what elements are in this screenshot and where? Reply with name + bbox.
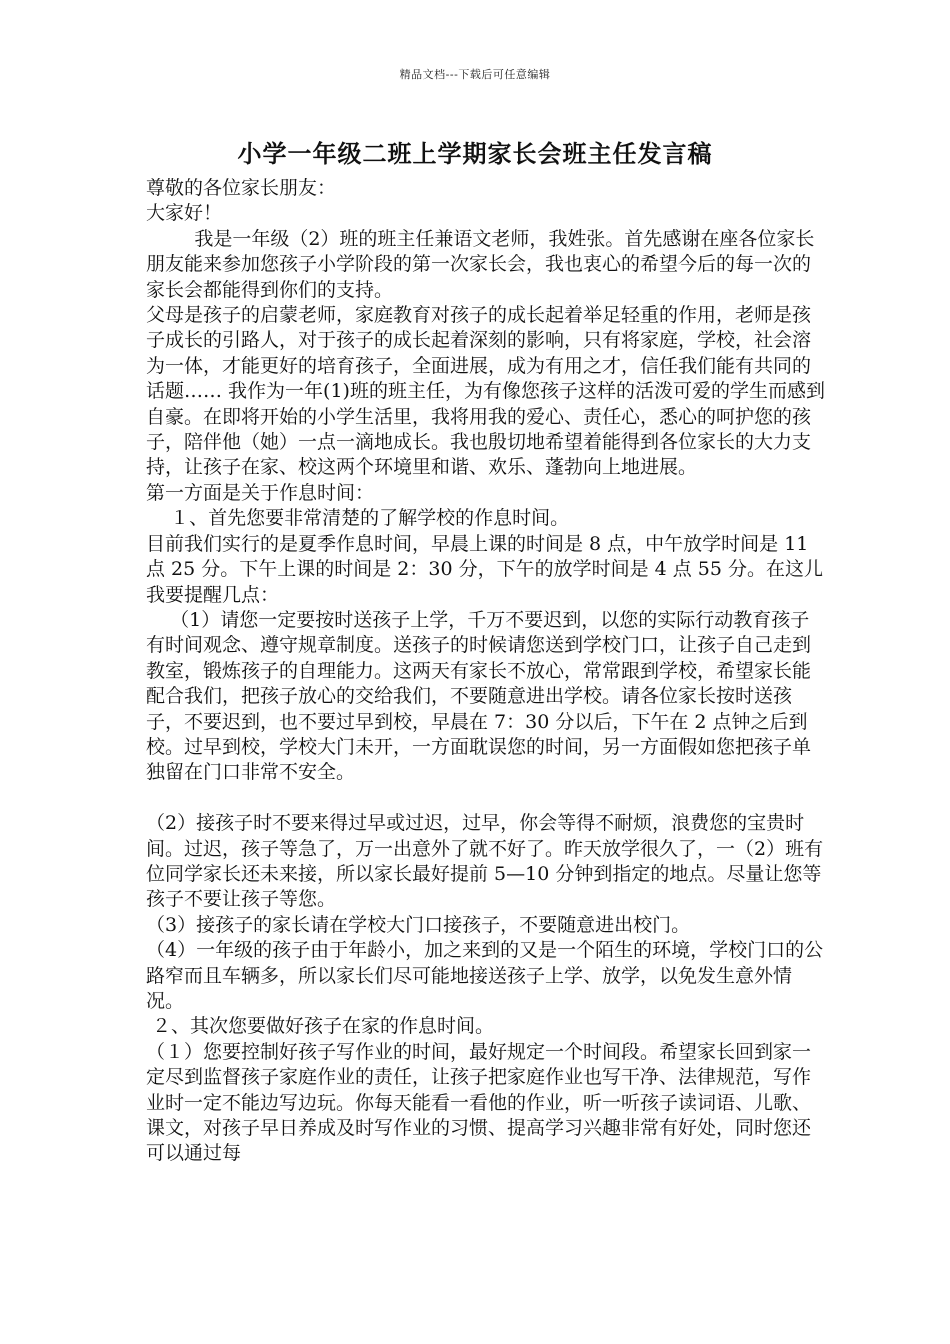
document-body: [146, 176, 826, 1167]
paragraph-item-2: ２、其次您要做好孩子在家的作息时间。: [146, 1015, 495, 1038]
paragraph-greeting: 大家好！: [146, 202, 223, 225]
document-title: 小学一年级二班上学期家长会班主任发言稿: [237, 139, 713, 168]
paragraph-schedule-times: 目前我们实行的是夏季作息时间，早晨上课的时间是 8 点，中午放学时间是 11 点 25 分。下午上课的时间是 2：30 分，下午的放学时间是 4 点 55 分。在这儿我要提醒几点：: [146, 532, 824, 606]
paragraph-homework: （１）您要控制好孩子写作业的时间，最好规定一个时间段。希望家长回到家一定尽到监督孩子家庭作业的责任，让孩子把家庭作业也写干净、法律规范，写作业时一定不能边写边玩。你每天能看一看他的作业，听一听孩子读词语、儿歌、课文，对孩子早日养成及时写作业的习惯、提高学习兴趣非常有好处，同时您还可以通过每: [146, 1040, 812, 1165]
blank-line: [146, 786, 826, 811]
paragraph-point-2: （2）接孩子时不要来得过早或过迟，过早，你会等得不耐烦，浪费您的宝贵时间。过迟，孩子等急了，万一出意外了就不好了。昨天放学很久了，一（2）班有位同学家长还未来接，所以家长最好提前 5—10 分钟到指定的地点。尽量让您等孩子不要让孩子等您。: [146, 812, 824, 911]
paragraph-point-4: （4）一年级的孩子由于年龄小，加之来到的又是一个陌生的环境，学校门口的公路窄而且车辆多，所以家长们尽可能地接送孩子上学、放学，以免发生意外情况。: [146, 939, 824, 1012]
paragraph-point-3: （3）接孩子的家长请在学校大门口接孩子，不要随意进出校门。: [146, 913, 691, 936]
paragraph-point-1: （1）请您一定要按时送孩子上学，千万不要迟到，以您的实际行动教育孩子有时间观念、遵守规章制度。送孩子的时候请您送到学校门口，让孩子自己走到教室，锻炼孩子的自理能力。这两天有家长不放心，常常跟到学校，希望家长能配合我们，把孩子放心的交给我们，不要随意进出学校。请各位家长按时送孩子，不要迟到，也不要过早到校，早晨在 7：30 分以后，下午在 2 点钟之后到校。过早到校，学校大门未开，一方面耽误您的时间，另一方面假如您把孩子单独留在门口非常不安全。: [146, 608, 812, 784]
paragraph-introduction: 我是一年级（2）班的班主任兼语文老师，我姓张。首先感谢在座各位家长朋友能来参加您孩子小学阶段的第一次家长会，我也衷心的希望今后的每一次的家长会都能得到你们的支持。: [146, 227, 815, 301]
paragraph-family-education: 父母是孩子的启蒙老师，家庭教育对孩子的成长起着举足轻重的作用，老师是孩子成长的引路人，对于孩子的成长起着深刻的影响，只有将家庭，学校，社会溶为一体，才能更好的培育孩子，全面进展，成为有用之才，信任我们能有共同的话题…… 我作为一年(1)班的班主任，为有像您孩子这样的活泼可爱的学生而感到自豪。在即将开始的小学生活里，我将用我的爱心、责任心，悉心的呵护您的孩子，陪伴他（她）一点一滴地成长。我也殷切地希望着能得到各位家长的大力支持，让孩子在家、校这两个环境里和谐、欢乐、蓬勃向上地进展。: [146, 304, 825, 479]
paragraph-item-1: １、首先您要非常清楚的了解学校的作息时间。: [146, 507, 570, 530]
header-note: 精品文档---下载后可任意编辑: [399, 68, 551, 81]
paragraph-salutation: 尊敬的各位家长朋友：: [146, 177, 337, 199]
section-heading-schedule: 第一方面是关于作息时间：: [146, 481, 375, 504]
